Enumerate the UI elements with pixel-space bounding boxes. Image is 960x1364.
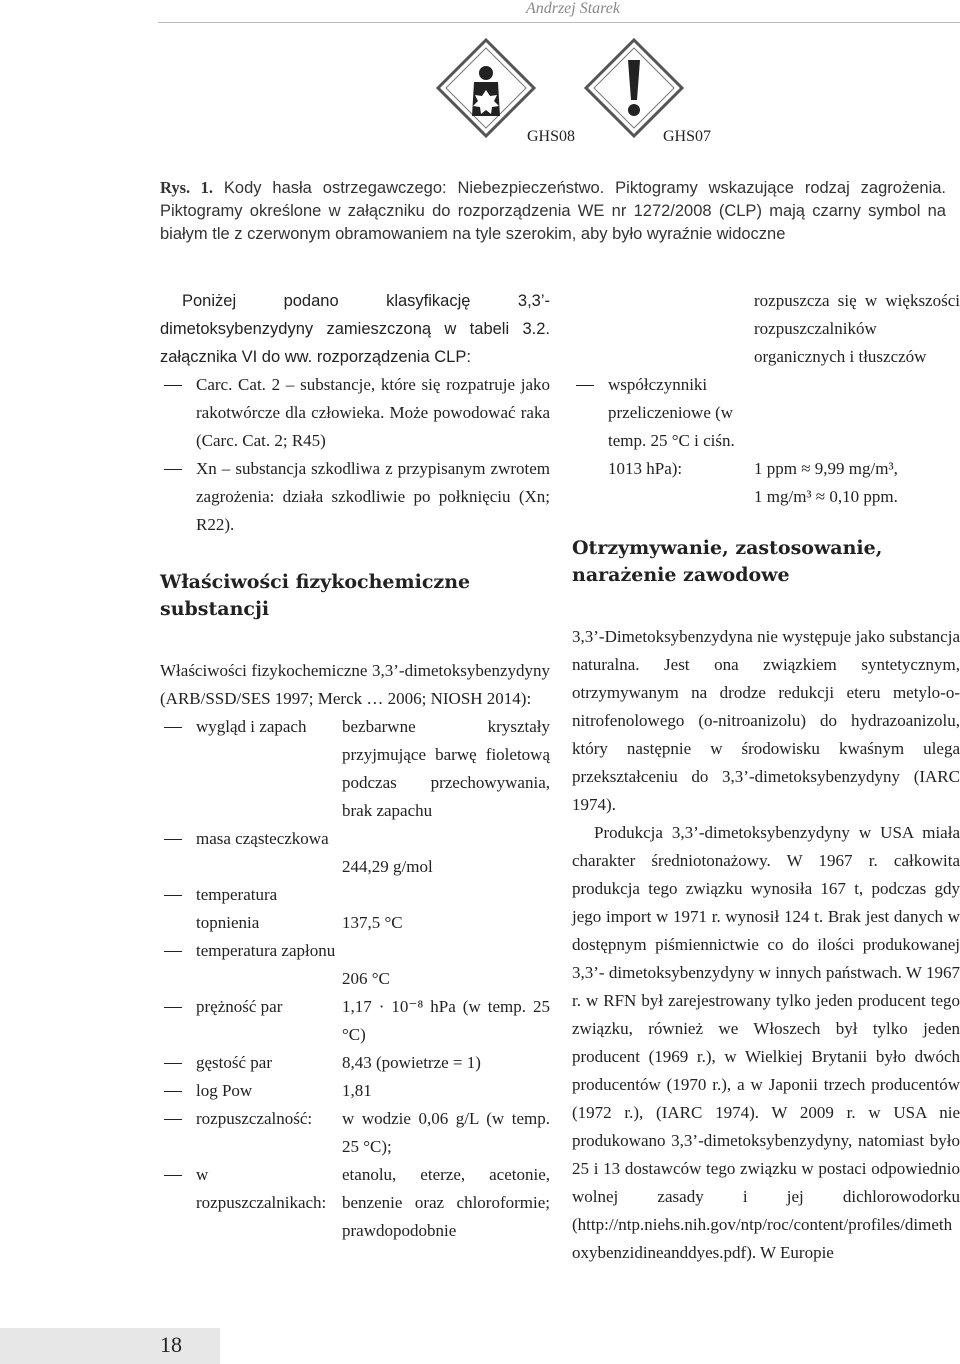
left-column: [160, 287, 550, 1245]
conversion-values: [754, 371, 960, 511]
production-paragraph-1: 3,3’-Dimetoksybenzydyna nie występuje jako substancja naturalna. Jest ona związkiem syntetycznym, otrzymywanym na drodze redukcji eteru metylo-o-nitrofenolowego (o-nitroanizolu) do hydrazoanizolu, który następnie w środowisku kwaśnym ulega przekształceniu do 3,3’-dimetoksybenzydyny (IARC 1974).: [572, 627, 960, 814]
page-number-bar: [0, 1328, 220, 1364]
property-key: temperatura topnienia: [160, 881, 342, 937]
conversion-factors: [572, 371, 960, 511]
property-key: rozpuszczalność:: [160, 1105, 342, 1161]
page-number: 18: [160, 1332, 182, 1357]
property-value: bezbarwne kryształy przyjmujące barwę fioletową podczas przechowywania, brak zapachu: [342, 717, 550, 820]
classification-item: Xn – substancja szkodliwa z przypisanym zwrotem zagrożenia: działa szkodliwie po połknięciu (Xn; R22).: [160, 455, 550, 539]
ghs-pictograms: [436, 38, 706, 138]
property-key: temperatura zapłonu: [160, 937, 342, 993]
property-value: 1,81: [342, 1081, 372, 1100]
conversion-key: współczynniki przeliczeniowe (w temp. 25 °C i ciśn. 1013 hPa):: [572, 371, 754, 511]
property-key: prężność par: [160, 993, 342, 1049]
property-key: wygląd i zapach: [160, 713, 342, 825]
properties-intro: Właściwości fizykochemiczne 3,3’-dimetoksybenzydyny (ARB/SSD/SES 1997; Merck … 2006; NIOSH 2014):: [160, 661, 550, 708]
property-value: w wodzie 0,06 g/L (w temp. 25 °C);: [342, 1109, 550, 1156]
property-value: 137,5 °C: [342, 913, 403, 932]
property-row: [160, 881, 550, 937]
property-row: [160, 1161, 550, 1245]
property-row: [160, 1105, 550, 1161]
caption-text: Kody hasła ostrzegawczego: Niebezpieczeństwo. Piktogramy wskazujące rodzaj zagrożenia. Piktogramy określone w załączniku do rozporządzenia WE nr 1272/2008 (CLP) mają czarny symbol na białym tle z czerwonym obramowaniem na tyle szerokim, aby było wyraźnie widoczne: [160, 179, 946, 243]
property-row: [160, 713, 550, 825]
classification-item: Carc. Cat. 2 – substancje, które się rozpatruje jako rakotwórcze dla człowieka. Może powodować raka (Carc. Cat. 2; R45): [160, 371, 550, 455]
classification-intro: Poniżej podano klasyfikację 3,3’-dimetoksybenzydyny zamieszczoną w tabeli 3.2. załącznika VI do ww. rozporządzenia CLP:: [160, 292, 550, 366]
ghs08-health-hazard-icon: [438, 40, 534, 136]
right-column: [572, 287, 960, 1267]
property-value: etanolu, eterze, acetonie, benzenie oraz chloroformie; prawdopodobnie: [342, 1165, 550, 1240]
conversion-mg: 1 mg/m³ ≈ 0,10 ppm.: [754, 487, 898, 506]
header-rule: [158, 22, 960, 23]
ghs08-label: GHS08: [527, 128, 576, 145]
property-row: [160, 993, 550, 1049]
section-heading-production: Otrzymywanie, zastosowanie, narażenie zawodowe: [572, 537, 883, 586]
figure-caption: [160, 176, 946, 246]
property-key: w rozpuszczalnikach:: [160, 1161, 342, 1245]
caption-label: Rys. 1.: [160, 178, 213, 197]
property-value: 244,29 g/mol: [342, 857, 433, 876]
ghs07-exclamation-icon: [586, 40, 682, 136]
header-author: Andrzej Starek: [525, 0, 620, 17]
property-key: log Pow: [160, 1077, 342, 1105]
production-paragraph-2: Produkcja 3,3’-dimetoksybenzydyny w USA miała charakter średniotonażowy. W 1967 r. całkowita produkcja tego związku wynosiła 167 t, podczas gdy jego import w 1971 r. wynosił 124 t. Brak jest danych w dostępnym piśmiennictwie co do ilości produkowanej 3,3’- dimetoksybenzydyny w innych państwach. W 1967 r. w RFN był zarejestrowany tylko jeden producent tego związku, również we Włoszech był tylko jeden producent (1969 r.), w Wielkiej Brytanii było dwóch producentów (1970 r.), a w Japonii trzech producentów (1972 r.), (IARC 1974). W 2009 r. w USA nie produkowano 3,3’-dimetoksybenzydyny, natomiast było 25 i 13 dostawców tego związku w postaci odpowiednio wolnej zasady i jej dichlorowodorku (http://ntp.niehs.nih.gov/ntp/roc/content/profiles/dimethoxybenzidineanddyes.pdf). W Europie: [572, 823, 960, 1262]
property-row: [160, 1049, 550, 1077]
property-row: [160, 937, 550, 993]
property-value: 206 °C: [342, 969, 390, 988]
property-value: 1,17 · 10⁻⁸ hPa (w temp. 25 °C): [342, 997, 550, 1044]
property-key: masa cząsteczkowa: [160, 825, 342, 881]
solubility-continued: rozpuszcza się w większości rozpuszczalników organicznych i tłuszczów: [754, 291, 960, 366]
section-heading-properties: Właściwości fizykochemiczne substancji: [160, 571, 471, 620]
property-key: gęstość par: [160, 1049, 342, 1077]
ghs07-label: GHS07: [663, 128, 712, 145]
property-row: [160, 825, 550, 881]
property-value: 8,43 (powietrze = 1): [342, 1053, 481, 1072]
property-row: [160, 1077, 550, 1105]
conversion-ppm: 1 ppm ≈ 9,99 mg/m³,: [754, 459, 898, 478]
